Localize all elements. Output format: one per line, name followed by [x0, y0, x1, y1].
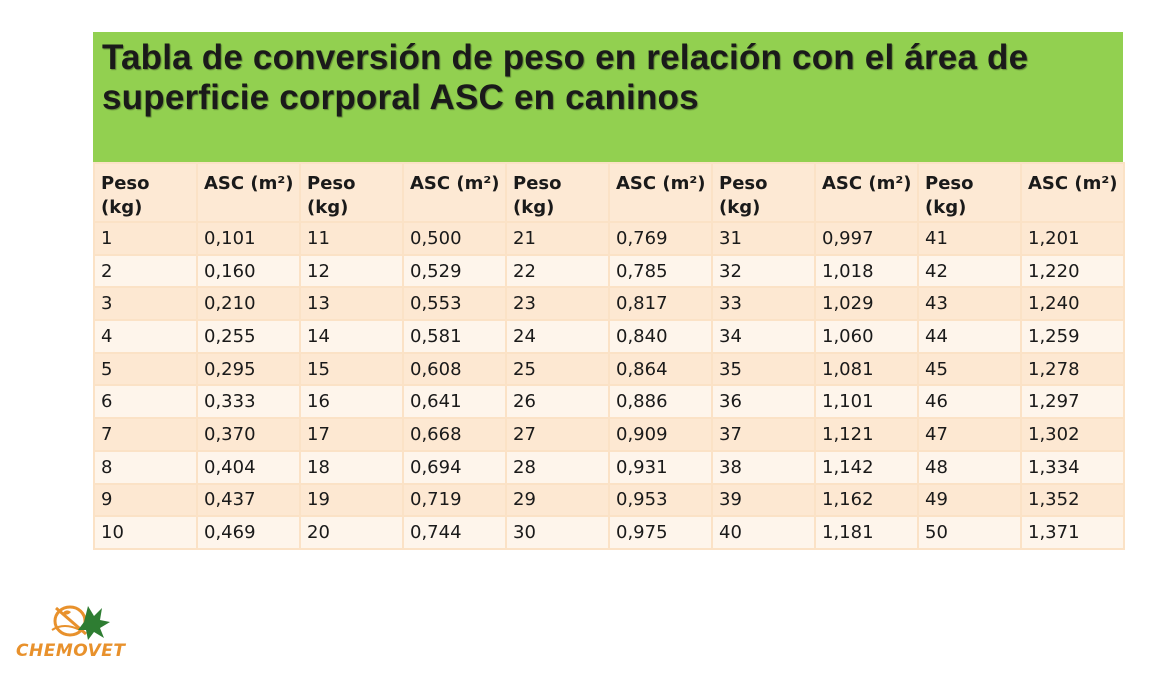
asc-cell: 1,352	[1021, 484, 1124, 517]
column-header: Peso (kg)	[506, 163, 609, 222]
asc-cell: 1,240	[1021, 287, 1124, 320]
asc-cell: 0,744	[403, 516, 506, 549]
asc-cell: 0,953	[609, 484, 712, 517]
asc-cell: 0,817	[609, 287, 712, 320]
peso-cell: 49	[918, 484, 1021, 517]
asc-cell: 0,608	[403, 353, 506, 386]
peso-cell: 50	[918, 516, 1021, 549]
peso-cell: 10	[94, 516, 197, 549]
peso-cell: 18	[300, 451, 403, 484]
peso-cell: 14	[300, 320, 403, 353]
asc-cell: 0,694	[403, 451, 506, 484]
peso-cell: 36	[712, 385, 815, 418]
peso-cell: 2	[94, 255, 197, 288]
asc-cell: 0,668	[403, 418, 506, 451]
peso-cell: 23	[506, 287, 609, 320]
asc-cell: 1,302	[1021, 418, 1124, 451]
asc-cell: 0,864	[609, 353, 712, 386]
peso-cell: 42	[918, 255, 1021, 288]
peso-cell: 9	[94, 484, 197, 517]
asc-cell: 1,018	[815, 255, 918, 288]
asc-cell: 0,641	[403, 385, 506, 418]
table-body	[94, 222, 1124, 549]
peso-cell: 46	[918, 385, 1021, 418]
table-row	[94, 418, 1124, 451]
peso-cell: 7	[94, 418, 197, 451]
asc-cell: 1,220	[1021, 255, 1124, 288]
asc-cell: 0,909	[609, 418, 712, 451]
peso-cell: 30	[506, 516, 609, 549]
asc-cell: 0,581	[403, 320, 506, 353]
peso-cell: 8	[94, 451, 197, 484]
asc-cell: 0,255	[197, 320, 300, 353]
conversion-table	[93, 162, 1125, 550]
asc-cell: 0,719	[403, 484, 506, 517]
chemovet-logo-text: CHEMOVET	[16, 641, 126, 661]
peso-cell: 39	[712, 484, 815, 517]
asc-cell: 0,101	[197, 222, 300, 255]
chemovet-logo-icon	[34, 600, 118, 640]
asc-cell: 1,297	[1021, 385, 1124, 418]
column-header: Peso (kg)	[712, 163, 815, 222]
asc-cell: 1,101	[815, 385, 918, 418]
asc-cell: 1,201	[1021, 222, 1124, 255]
table-row	[94, 287, 1124, 320]
asc-cell: 0,886	[609, 385, 712, 418]
asc-cell: 0,333	[197, 385, 300, 418]
peso-cell: 40	[712, 516, 815, 549]
peso-cell: 28	[506, 451, 609, 484]
asc-cell: 0,500	[403, 222, 506, 255]
asc-cell: 1,371	[1021, 516, 1124, 549]
asc-cell: 0,769	[609, 222, 712, 255]
table-row	[94, 516, 1124, 549]
table-row	[94, 255, 1124, 288]
peso-cell: 20	[300, 516, 403, 549]
peso-cell: 43	[918, 287, 1021, 320]
asc-cell: 0,210	[197, 287, 300, 320]
peso-cell: 26	[506, 385, 609, 418]
peso-cell: 13	[300, 287, 403, 320]
asc-cell: 0,529	[403, 255, 506, 288]
asc-cell: 1,060	[815, 320, 918, 353]
chemovet-logo	[16, 600, 126, 660]
asc-cell: 1,162	[815, 484, 918, 517]
peso-cell: 11	[300, 222, 403, 255]
title-banner	[93, 32, 1123, 162]
table-row	[94, 385, 1124, 418]
peso-cell: 48	[918, 451, 1021, 484]
column-header: ASC (m²)	[1021, 163, 1124, 222]
asc-cell: 1,259	[1021, 320, 1124, 353]
asc-cell: 1,142	[815, 451, 918, 484]
asc-cell: 0,553	[403, 287, 506, 320]
table-row	[94, 451, 1124, 484]
column-header: Peso (kg)	[300, 163, 403, 222]
asc-cell: 0,785	[609, 255, 712, 288]
peso-cell: 38	[712, 451, 815, 484]
column-header: ASC (m²)	[197, 163, 300, 222]
column-header: ASC (m²)	[403, 163, 506, 222]
asc-cell: 1,121	[815, 418, 918, 451]
peso-cell: 31	[712, 222, 815, 255]
peso-cell: 29	[506, 484, 609, 517]
column-header: Peso (kg)	[94, 163, 197, 222]
peso-cell: 44	[918, 320, 1021, 353]
peso-cell: 3	[94, 287, 197, 320]
asc-cell: 0,975	[609, 516, 712, 549]
peso-cell: 6	[94, 385, 197, 418]
asc-cell: 1,334	[1021, 451, 1124, 484]
peso-cell: 35	[712, 353, 815, 386]
peso-cell: 33	[712, 287, 815, 320]
peso-cell: 4	[94, 320, 197, 353]
page-title: Tabla de conversión de peso en relación con el área de superficie corporal ASC en caninos	[102, 38, 1029, 117]
asc-cell: 0,404	[197, 451, 300, 484]
peso-cell: 25	[506, 353, 609, 386]
table-row	[94, 320, 1124, 353]
peso-cell: 19	[300, 484, 403, 517]
asc-cell: 0,997	[815, 222, 918, 255]
peso-cell: 27	[506, 418, 609, 451]
peso-cell: 21	[506, 222, 609, 255]
peso-cell: 5	[94, 353, 197, 386]
peso-cell: 34	[712, 320, 815, 353]
column-header: Peso (kg)	[918, 163, 1021, 222]
asc-cell: 1,278	[1021, 353, 1124, 386]
asc-cell: 0,931	[609, 451, 712, 484]
peso-cell: 17	[300, 418, 403, 451]
column-header: ASC (m²)	[815, 163, 918, 222]
peso-cell: 1	[94, 222, 197, 255]
asc-cell: 1,029	[815, 287, 918, 320]
peso-cell: 32	[712, 255, 815, 288]
table-row	[94, 222, 1124, 255]
asc-cell: 0,437	[197, 484, 300, 517]
asc-cell: 0,295	[197, 353, 300, 386]
asc-cell: 0,840	[609, 320, 712, 353]
table-row	[94, 484, 1124, 517]
peso-cell: 24	[506, 320, 609, 353]
column-header: ASC (m²)	[609, 163, 712, 222]
asc-cell: 0,370	[197, 418, 300, 451]
peso-cell: 22	[506, 255, 609, 288]
asc-cell: 1,181	[815, 516, 918, 549]
peso-cell: 47	[918, 418, 1021, 451]
peso-cell: 16	[300, 385, 403, 418]
peso-cell: 15	[300, 353, 403, 386]
peso-cell: 12	[300, 255, 403, 288]
table-header-row	[94, 163, 1124, 222]
asc-cell: 0,469	[197, 516, 300, 549]
peso-cell: 37	[712, 418, 815, 451]
asc-cell: 0,160	[197, 255, 300, 288]
peso-cell: 45	[918, 353, 1021, 386]
table-row	[94, 353, 1124, 386]
peso-cell: 41	[918, 222, 1021, 255]
asc-cell: 1,081	[815, 353, 918, 386]
